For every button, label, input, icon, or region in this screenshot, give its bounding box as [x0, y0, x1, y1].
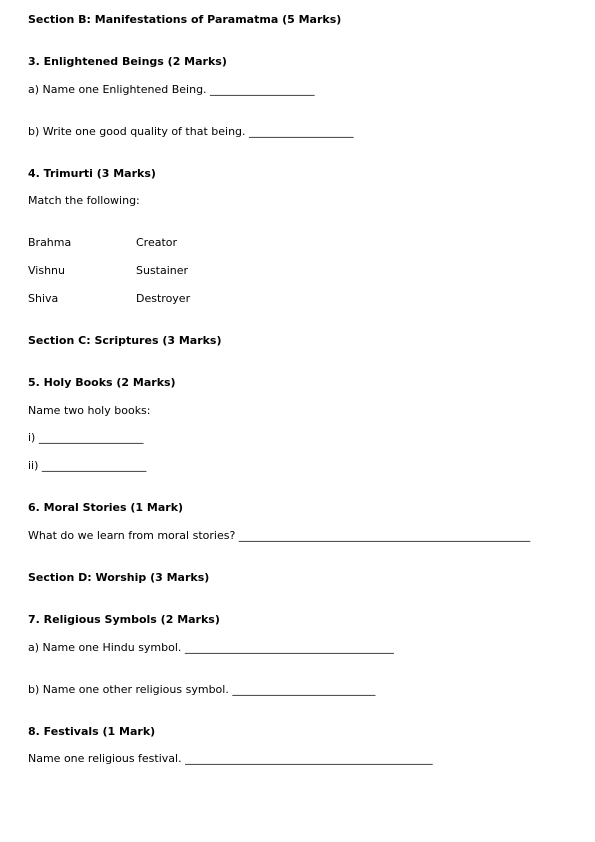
- question-3-heading: 3. Enlightened Beings (2 Marks): [28, 55, 227, 68]
- question-5-heading: 5. Holy Books (2 Marks): [28, 376, 176, 389]
- match-right-2: Sustainer: [136, 264, 189, 277]
- question-3b: b) Write one good quality of that being. ___________________: [28, 125, 354, 138]
- question-8-heading: 8. Festivals (1 Mark): [28, 725, 156, 738]
- match-left-2: Vishnu: [28, 264, 65, 277]
- question-7a: a) Name one Hindu symbol. ______________________________________: [28, 641, 394, 654]
- question-6-text: What do we learn from moral stories? _____________________________________________________: [28, 529, 531, 542]
- match-right-3: Destroyer: [136, 292, 191, 305]
- question-7b: b) Name one other religious symbol. __________________________: [28, 683, 376, 696]
- match-left-3: Shiva: [28, 292, 59, 305]
- question-5-answer-ii: ii) ___________________: [28, 459, 147, 472]
- section-b-title: Section B: Manifestations of Paramatma (5 Marks): [28, 13, 342, 26]
- question-7-heading: 7. Religious Symbols (2 Marks): [28, 613, 220, 626]
- question-4-instruction: Match the following:: [28, 194, 140, 207]
- match-right-1: Creator: [136, 236, 178, 249]
- question-6-heading: 6. Moral Stories (1 Mark): [28, 501, 184, 514]
- section-c-title: Section C: Scriptures (3 Marks): [28, 334, 222, 347]
- question-5-instruction: Name two holy books:: [28, 404, 151, 417]
- question-8-text: Name one religious festival. _____________________________________________: [28, 752, 433, 765]
- section-d-title: Section D: Worship (3 Marks): [28, 571, 210, 584]
- match-left-1: Brahma: [28, 236, 72, 249]
- question-5-answer-i: i) ___________________: [28, 431, 144, 444]
- question-4-heading: 4. Trimurti (3 Marks): [28, 167, 156, 180]
- question-3a: a) Name one Enlightened Being. ___________________: [28, 83, 315, 96]
